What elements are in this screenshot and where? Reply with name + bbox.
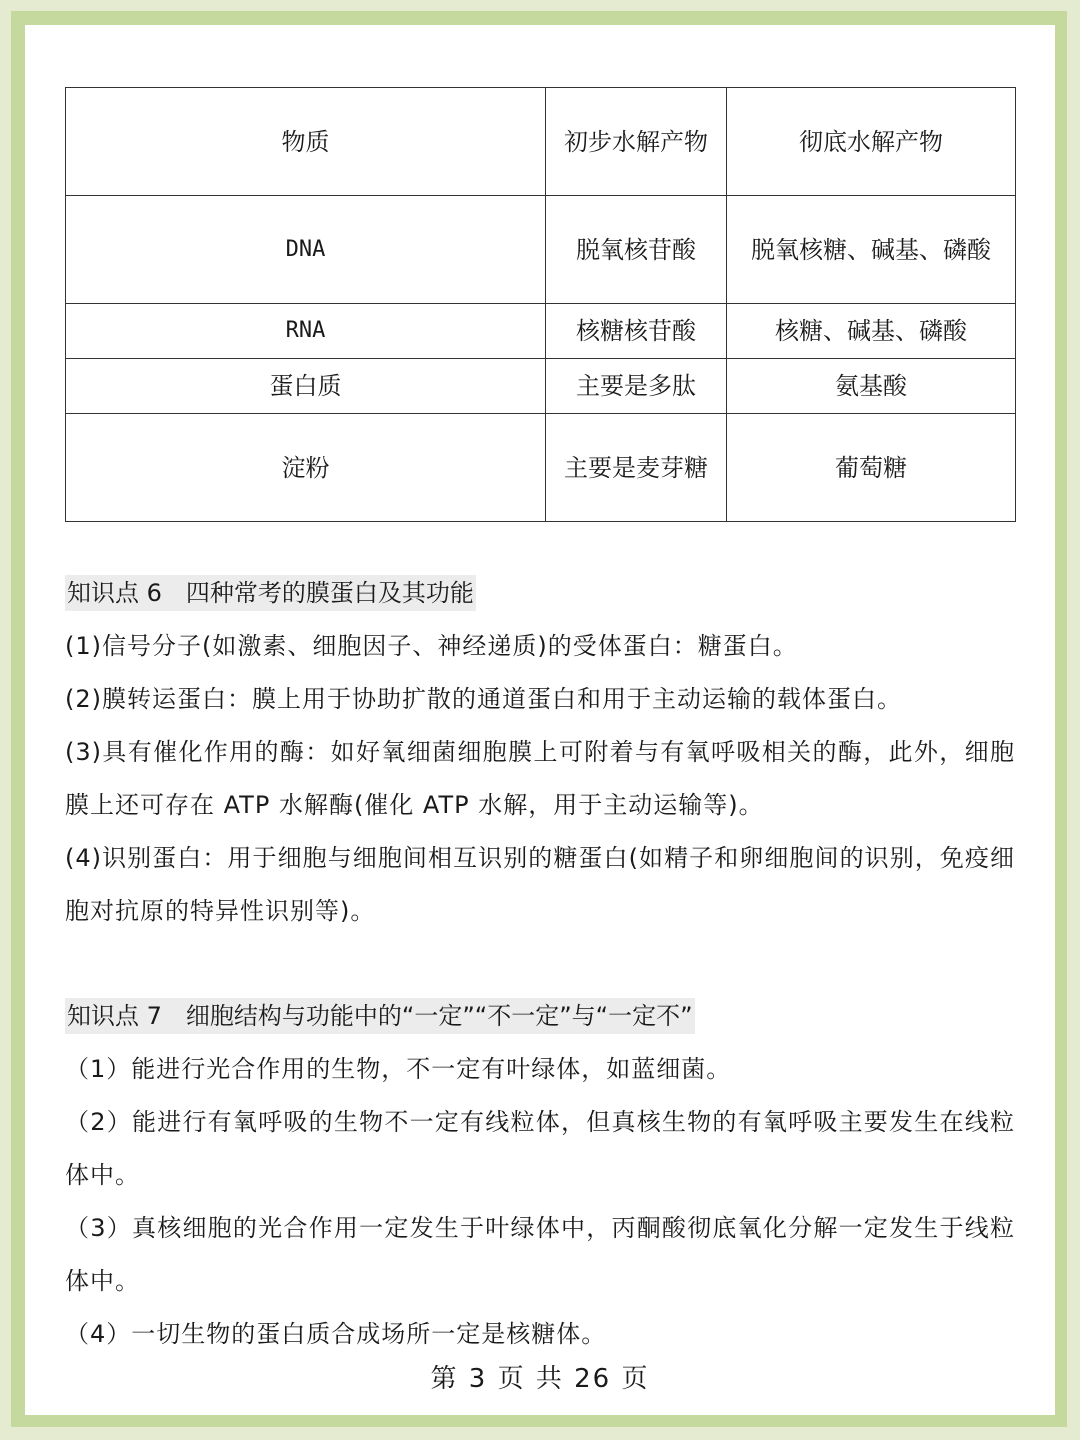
list-item: (4)识别蛋白：用于细胞与细胞间相互识别的糖蛋白(如精子和卵细胞间的识别，免疫细胞对抗原的特异性识别等)。 [65,844,1015,925]
table-cell: 主要是多肽 [546,359,727,414]
table-cell: 淀粉 [66,414,546,522]
table-cell: 核糖、碱基、磷酸 [727,304,1016,359]
table-row [66,359,1016,414]
table-row [66,196,1016,304]
list-item: （2）能进行有氧呼吸的生物不一定有线粒体，但真核生物的有氧呼吸主要发生在线粒体中。 [65,1108,1015,1189]
table-cell: 蛋白质 [66,359,546,414]
section-heading: 知识点 6 四种常考的膜蛋白及其功能 [65,575,476,611]
table-cell: 氨基酸 [727,359,1016,414]
list-item: (3)具有催化作用的酶：如好氧细菌细胞膜上可附着与有氧呼吸相关的酶，此外，细胞膜上还可存在 ATP 水解酶(催化 ATP 水解，用于主动运输等)。 [65,738,1015,819]
table-row [66,304,1016,359]
table-cell: DNA [66,196,546,304]
list-item: （4）一切生物的蛋白质合成场所一定是核糖体。 [65,1320,607,1348]
table-cell: RNA [66,304,546,359]
table-cell: 核糖核苷酸 [546,304,727,359]
list-item: (2)膜转运蛋白：膜上用于协助扩散的通道蛋白和用于主动运输的载体蛋白。 [65,685,902,713]
list-item: （1）能进行光合作用的生物，不一定有叶绿体，如蓝细菌。 [65,1055,732,1083]
section-heading: 知识点 7 细胞结构与功能中的“一定”“不一定”与“一定不” [65,998,695,1034]
header-cell-final-products: 彻底水解产物 [727,88,1016,196]
table-row [66,414,1016,522]
table-cell: 葡萄糖 [727,414,1016,522]
page-number: 第 3 页 共 26 页 [430,1364,650,1394]
list-item: (1)信号分子(如激素、细胞因子、神经递质)的受体蛋白：糖蛋白。 [65,632,798,660]
knowledge-point-7 [65,990,1015,1361]
hydrolysis-table [65,87,1016,522]
table-cell: 主要是麦芽糖 [546,414,727,522]
table-cell: 脱氧核苷酸 [546,196,727,304]
table-cell: 脱氧核糖、碱基、磷酸 [727,196,1016,304]
header-cell-initial-products: 初步水解产物 [546,88,727,196]
list-item: （3）真核细胞的光合作用一定发生于叶绿体中，丙酮酸彻底氧化分解一定发生于线粒体中。 [65,1214,1015,1295]
header-cell-substance: 物质 [66,88,546,196]
knowledge-point-6 [65,567,1015,938]
table-header-row [66,88,1016,196]
